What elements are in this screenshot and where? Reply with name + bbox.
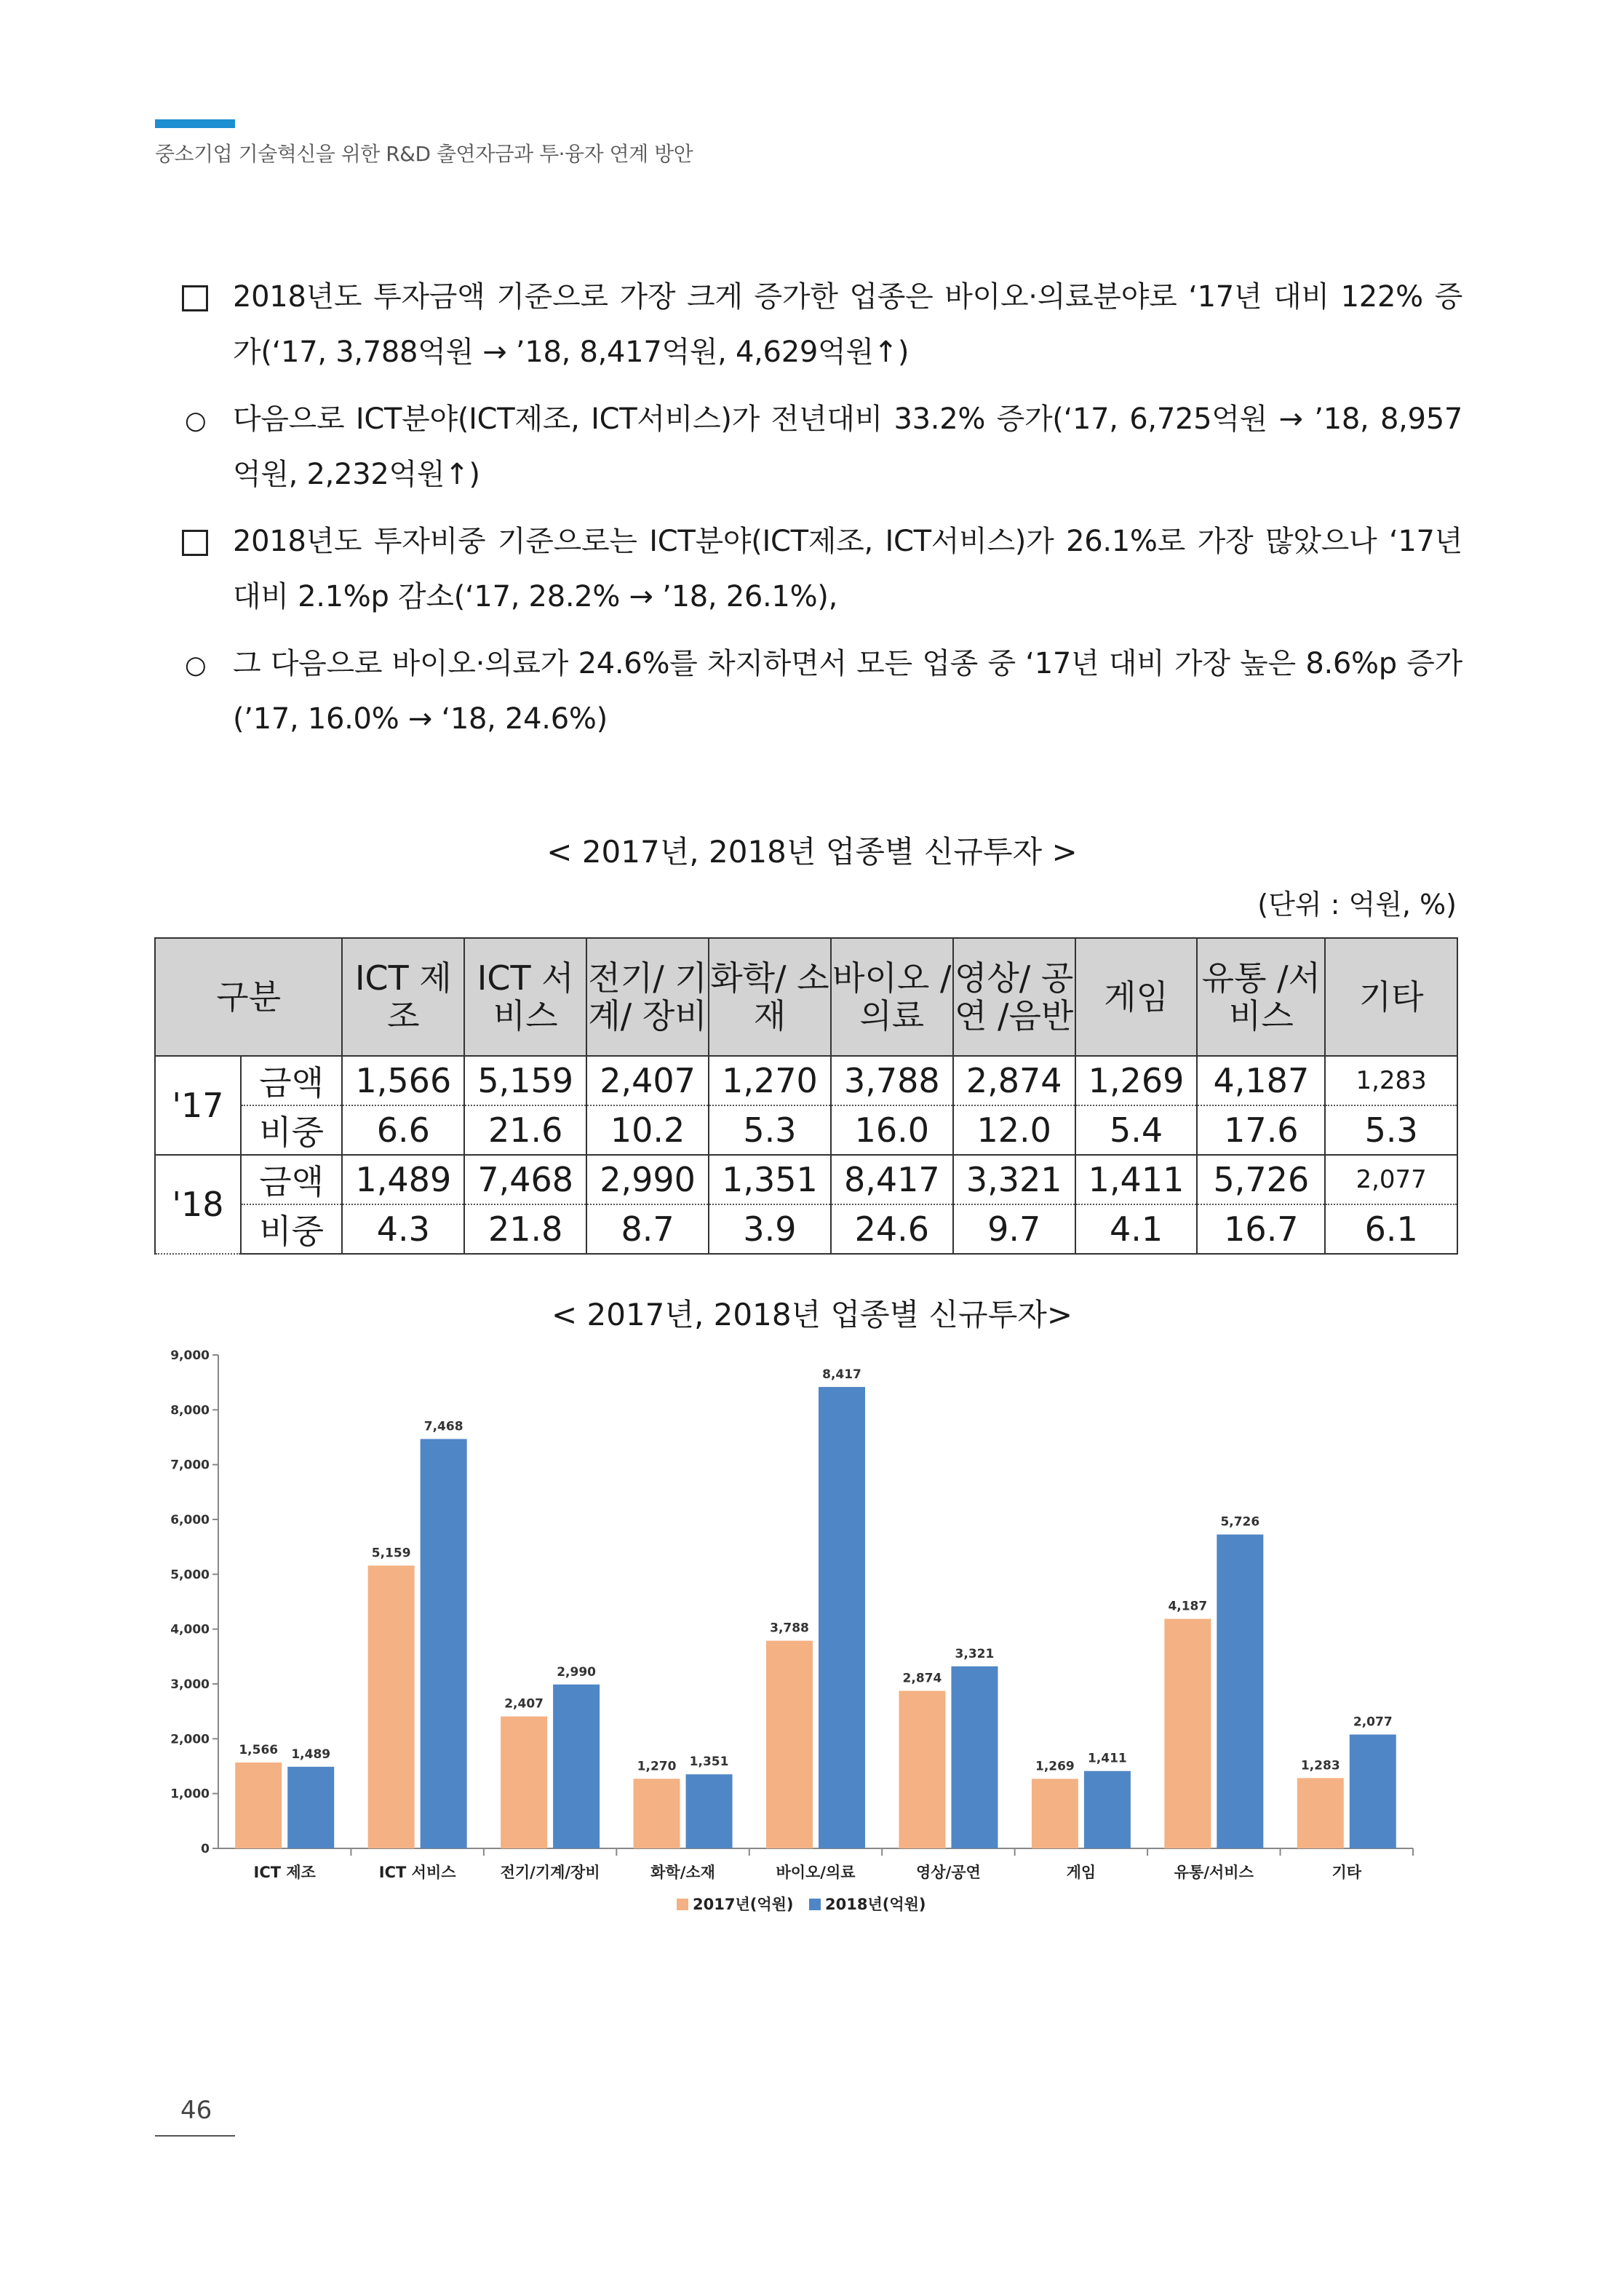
table-unit: (단위 : 억원, %): [1257, 889, 1457, 921]
bar: [899, 1690, 945, 1848]
table-cell: 17.6: [1197, 1105, 1325, 1155]
column-header: 전기/ 기계/ 장비: [586, 938, 709, 1056]
data-label: 2,990: [557, 1664, 597, 1680]
chart-title: < 2017년, 2018년 업종별 신규투자>: [551, 1297, 1073, 1332]
table-cell: 2,990: [586, 1155, 709, 1204]
table-cell: 1,283: [1325, 1056, 1457, 1105]
data-label: 1,489: [291, 1747, 331, 1762]
category-label: 게임: [1066, 1864, 1096, 1881]
row-label: 비중: [241, 1105, 343, 1155]
checkbox-bullet: [182, 285, 208, 311]
bar: [421, 1439, 467, 1848]
y-tick-label: 9,000: [170, 1348, 210, 1363]
bar: [368, 1565, 415, 1848]
data-label: 1,411: [1087, 1751, 1127, 1766]
category-label: 전기/기계/장비: [500, 1864, 600, 1881]
category-label: 유통/서비스: [1174, 1864, 1254, 1881]
data-label: 8,417: [822, 1367, 861, 1382]
data-label: 2,407: [504, 1696, 544, 1712]
table-cell: 5.4: [1075, 1105, 1198, 1155]
bar: [819, 1387, 865, 1848]
header-accent-bar: [155, 119, 235, 128]
paragraph-4: [182, 636, 1462, 747]
table-cell: 1,411: [1075, 1155, 1198, 1204]
table-title: < 2017년, 2018년 업종별 신규투자 >: [546, 834, 1078, 870]
table-row: [155, 1105, 1457, 1155]
column-header: ICT 제조: [342, 938, 464, 1056]
y-tick-label: 3,000: [170, 1677, 210, 1692]
legend-label: 2017년(억원): [693, 1896, 794, 1913]
y-tick-label: 8,000: [170, 1403, 210, 1418]
table-cell: 6.6: [342, 1105, 464, 1155]
column-header: 화학/ 소재: [709, 938, 831, 1056]
paragraph-3: [182, 514, 1462, 624]
table-cell: 21.6: [464, 1105, 586, 1155]
column-header: 기타: [1325, 938, 1457, 1056]
bar: [1164, 1619, 1211, 1848]
y-tick-label: 6,000: [170, 1513, 210, 1527]
table-cell: 2,407: [586, 1056, 709, 1105]
category-label: ICT 서비스: [378, 1864, 456, 1881]
table-cell: 16.7: [1197, 1204, 1325, 1254]
table-header-row: [155, 938, 1457, 1056]
category-label: 영상/공연: [916, 1864, 981, 1881]
data-label: 3,321: [955, 1646, 995, 1661]
bar: [686, 1774, 733, 1848]
column-header: 영상/ 공연 /음반: [953, 938, 1075, 1056]
bar: [1032, 1779, 1078, 1848]
table-row: [155, 1056, 1457, 1105]
table-cell: 1,566: [342, 1056, 464, 1105]
data-label: 3,788: [770, 1621, 809, 1636]
table-cell: 8.7: [586, 1204, 709, 1254]
bar: [1297, 1778, 1344, 1848]
table-cell: 5,159: [464, 1056, 586, 1105]
table-cell: 1,270: [709, 1056, 831, 1105]
data-label: 1,270: [637, 1759, 677, 1774]
bar: [766, 1641, 813, 1848]
table-cell: 3.9: [709, 1204, 831, 1254]
table-cell: 10.2: [586, 1105, 709, 1155]
bar: [1350, 1735, 1396, 1848]
bar: [634, 1779, 680, 1848]
data-label: 2,874: [902, 1671, 942, 1686]
table-cell: 2,874: [953, 1056, 1075, 1105]
category-label: 기타: [1332, 1864, 1362, 1881]
data-label: 5,726: [1220, 1514, 1260, 1530]
circle-bullet: ○: [185, 651, 207, 680]
category-label: ICT 제조: [253, 1864, 316, 1881]
checkbox-bullet: [182, 530, 208, 556]
table-cell: 5.3: [709, 1105, 831, 1155]
legend-swatch: [809, 1899, 821, 1910]
circle-bullet: ○: [185, 406, 207, 435]
table-cell: 2,077: [1325, 1155, 1457, 1204]
bar: [553, 1685, 600, 1848]
bar: [1084, 1771, 1131, 1848]
table-cell: 1,351: [709, 1155, 831, 1204]
bar: [235, 1763, 282, 1848]
table-cell: 3,788: [831, 1056, 953, 1105]
row-label: 금액: [241, 1155, 343, 1204]
table-cell: 5,726: [1197, 1155, 1325, 1204]
data-label: 4,187: [1168, 1599, 1208, 1614]
column-header: 바이오 /의료: [831, 938, 953, 1056]
legend-label: 2018년(억원): [825, 1896, 926, 1913]
data-label: 1,351: [689, 1755, 729, 1770]
y-tick-label: 7,000: [170, 1458, 210, 1473]
corner-header: 구분: [155, 938, 342, 1056]
table-cell: 9.7: [953, 1204, 1075, 1254]
category-label: 화학/소재: [650, 1864, 715, 1881]
table-row: [155, 1155, 1457, 1204]
year-cell: '18: [155, 1155, 241, 1254]
data-label: 5,159: [371, 1546, 411, 1561]
y-tick-label: 2,000: [170, 1732, 210, 1747]
data-label: 2,077: [1353, 1714, 1393, 1730]
column-header: 유통 /서비스: [1197, 938, 1325, 1056]
investment-table: [154, 937, 1458, 1255]
bar-chart: [146, 1339, 1426, 1943]
data-label: 1,566: [239, 1743, 279, 1758]
row-label: 금액: [241, 1056, 343, 1105]
table-cell: 6.1: [1325, 1204, 1457, 1254]
running-title: 중소기업 기술혁신을 위한 R&D 출연자금과 투·융자 연계 방안: [155, 142, 693, 166]
data-label: 1,269: [1035, 1759, 1075, 1774]
table-cell: 16.0: [831, 1105, 953, 1155]
paragraph-text: 그 다음으로 바이오·의료가 24.6%를 차지하면서 모든 업종 중 ‘17년 대비 가장 높은 8.6%p 증가(’17, 16.0% → ‘18, 24.6%): [233, 647, 1462, 736]
column-header: ICT 서비스: [464, 938, 586, 1056]
year-cell: '17: [155, 1056, 241, 1155]
data-label: 1,283: [1300, 1758, 1340, 1773]
table-cell: 4.3: [342, 1204, 464, 1254]
paragraph-1: [182, 269, 1462, 380]
table-cell: 5.3: [1325, 1105, 1457, 1155]
paragraph-text: 다음으로 ICT분야(ICT제조, ICT서비스)가 전년대비 33.2% 증가(‘17, 6,725억원 → ’18, 8,957억원, 2,232억원↑): [233, 402, 1462, 491]
table-cell: 4.1: [1075, 1204, 1198, 1254]
table-cell: 3,321: [953, 1155, 1075, 1204]
table-row: [155, 1204, 1457, 1254]
y-tick-label: 4,000: [170, 1622, 210, 1637]
table-cell: 21.8: [464, 1204, 586, 1254]
table-cell: 12.0: [953, 1105, 1075, 1155]
bar: [1217, 1535, 1263, 1848]
row-label: 비중: [241, 1204, 343, 1254]
table-cell: 1,269: [1075, 1056, 1198, 1105]
table-cell: 1,489: [342, 1155, 464, 1204]
y-tick-label: 1,000: [170, 1787, 210, 1802]
paragraph-2: [182, 392, 1462, 502]
table-cell: 24.6: [831, 1204, 953, 1254]
bar: [501, 1717, 547, 1848]
table-cell: 7,468: [464, 1155, 586, 1204]
category-label: 바이오/의료: [776, 1864, 856, 1881]
paragraph-text: 2018년도 투자비중 기준으로는 ICT분야(ICT제조, ICT서비스)가 26.1%로 가장 많았으나 ‘17년대비 2.1%p 감소(‘17, 28.2% → ’18, 26.1%),: [233, 525, 1462, 613]
table-cell: 8,417: [831, 1155, 953, 1204]
y-tick-label: 5,000: [170, 1567, 210, 1583]
bar: [287, 1767, 334, 1848]
paragraph-text: 2018년도 투자금액 기준으로 가장 크게 증가한 업종은 바이오·의료분야로 ‘17년 대비 122% 증가(‘17, 3,788억원 → ’18, 8,417억원, 4,629억원↑): [233, 280, 1462, 369]
page-number: 46: [180, 2096, 212, 2125]
bar: [951, 1666, 998, 1848]
legend-swatch: [677, 1899, 688, 1910]
column-header: 게임: [1075, 938, 1198, 1056]
table-cell: 4,187: [1197, 1056, 1325, 1105]
y-tick-label: 0: [201, 1842, 210, 1856]
footer-rule: [155, 2135, 235, 2137]
data-label: 7,468: [423, 1419, 463, 1434]
